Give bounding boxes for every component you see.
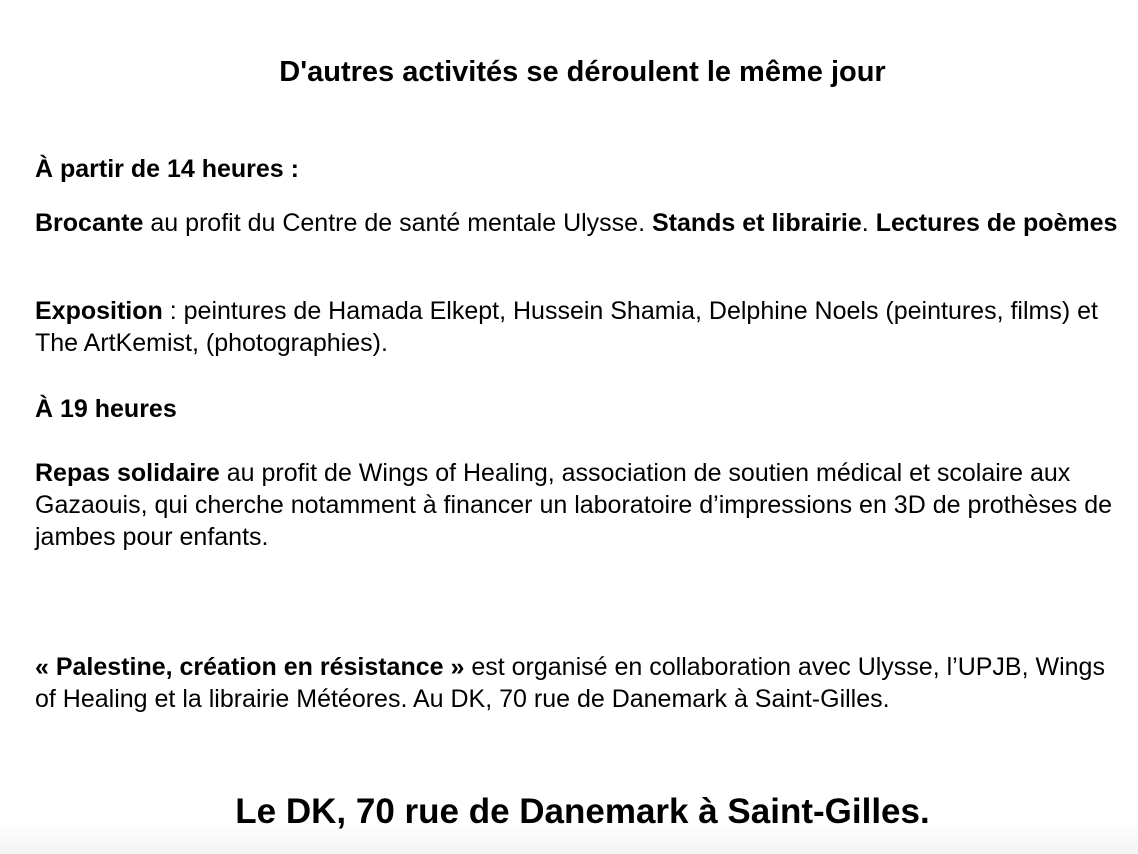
organisation-paragraph xyxy=(35,651,1120,715)
repas-paragraph xyxy=(35,457,1120,553)
stands-separator: . xyxy=(861,209,876,237)
stands-title: Stands et librairie xyxy=(651,209,862,237)
repas-text: au profit de Wings of Healing, association de soutien médical et scolaire aux Gazaouis, qui cherche notamment à financer un laboratoire d’impressions en 3D de prothèses de jambes pour enfants. xyxy=(35,459,1113,551)
exposition-text: : peintures de Hamada Elkept, Hussein Shamia, Delphine Noels (peintures, films) et The ArtKemist, (photographies). xyxy=(35,297,1098,357)
event-name: « Palestine, création en résistance » xyxy=(35,653,465,681)
brocante-text: au profit du Centre de santé mentale Ulysse. xyxy=(143,209,652,237)
afternoon-time-label xyxy=(35,153,1120,185)
evening-time-label xyxy=(35,393,1120,425)
brocante-title: Brocante xyxy=(35,209,144,237)
venue-footer: Le DK, 70 rue de Danemark à Saint-Gilles. xyxy=(235,792,930,831)
exposition-title: Exposition xyxy=(35,297,163,325)
organisation-text: est organisé en collaboration avec Ulysse, l’UPJB, Wings of Healing et la librairie Météores. Au DK, 70 rue de Danemark à Saint-Gilles. xyxy=(35,653,1105,713)
brocante-paragraph xyxy=(35,207,1120,239)
afternoon-time-text: À partir de 14 heures : xyxy=(35,155,299,183)
evening-time-text: À 19 heures xyxy=(35,395,177,423)
page-heading: D'autres activités se déroulent le même jour xyxy=(279,56,886,88)
repas-title: Repas solidaire xyxy=(35,459,220,487)
lectures-title: Lectures de poèmes xyxy=(875,209,1118,237)
exposition-paragraph xyxy=(35,295,1120,359)
